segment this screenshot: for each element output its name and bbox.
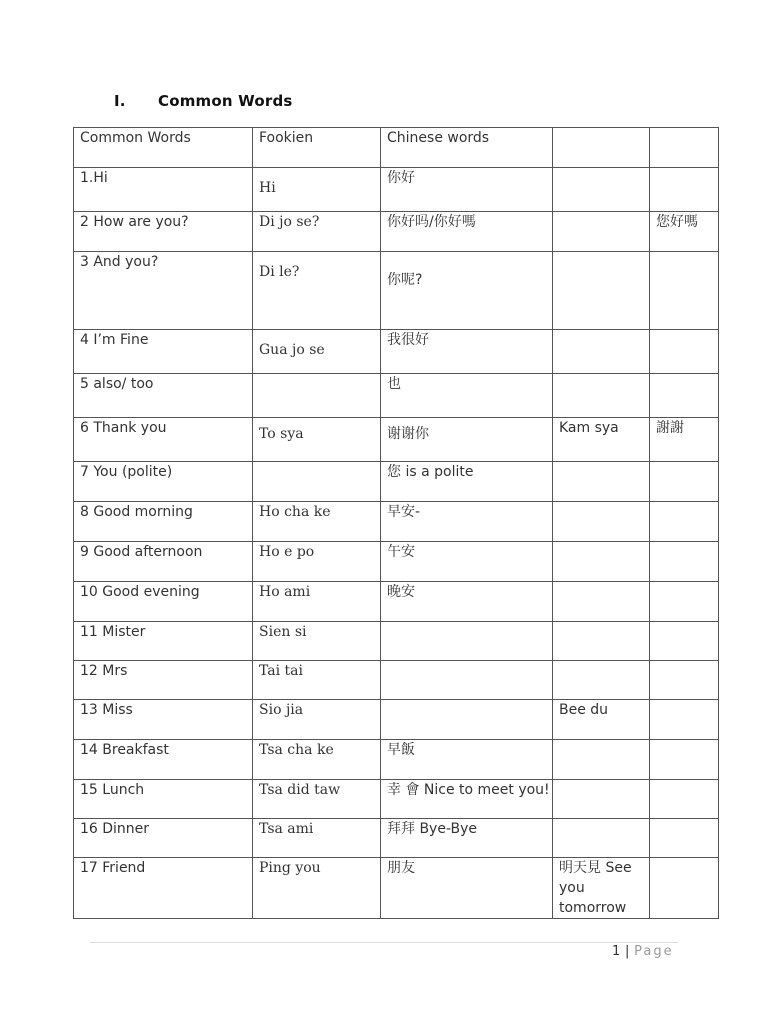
fookien-cell: Di jo se? — [253, 212, 381, 252]
english-cell: 10 Good evening — [74, 582, 253, 622]
extra-cell — [553, 740, 650, 780]
extra-cell-2 — [650, 858, 719, 919]
table-row — [74, 502, 719, 542]
english-cell: 13 Miss — [74, 700, 253, 740]
extra-cell — [553, 502, 650, 542]
chinese-cell: 幸 會 Nice to meet you! — [381, 780, 553, 819]
fookien-cell: Tsa ami — [253, 819, 381, 858]
fookien-cell: Ping you — [253, 858, 381, 919]
english-cell: 5 also/ too — [74, 374, 253, 418]
chinese-cell — [381, 622, 553, 661]
extra-cell-2 — [650, 582, 719, 622]
english-cell: 14 Breakfast — [74, 740, 253, 780]
extra-cell: 明天見 See you tomorrow — [553, 858, 650, 919]
extra-cell — [553, 374, 650, 418]
english-cell: 9 Good afternoon — [74, 542, 253, 582]
extra-cell — [553, 252, 650, 330]
page-footer — [612, 944, 674, 959]
extra-cell-2: 您好嗎 — [650, 212, 719, 252]
table-row — [74, 374, 719, 418]
extra-cell-2 — [650, 168, 719, 212]
chinese-cell: 你呢? — [381, 252, 553, 330]
extra-cell-2 — [650, 780, 719, 819]
chinese-cell: 午安 — [381, 542, 553, 582]
extra-cell — [553, 462, 650, 502]
extra-cell-2 — [650, 819, 719, 858]
table-row — [74, 582, 719, 622]
fookien-cell: Di le? — [253, 252, 381, 330]
section-number: I. — [114, 92, 126, 110]
extra-cell-2 — [650, 740, 719, 780]
english-cell: 7 You (polite) — [74, 462, 253, 502]
extra-cell-2 — [650, 502, 719, 542]
header-col5 — [650, 128, 719, 168]
table-row — [74, 622, 719, 661]
fookien-cell: Sien si — [253, 622, 381, 661]
chinese-cell: 朋友 — [381, 858, 553, 919]
footer-divider — [90, 942, 678, 943]
chinese-cell: 谢谢你 — [381, 418, 553, 462]
english-cell: 8 Good morning — [74, 502, 253, 542]
english-cell: 15 Lunch — [74, 780, 253, 819]
table-row — [74, 252, 719, 330]
extra-cell-2 — [650, 542, 719, 582]
header-common-words: Common Words — [74, 128, 253, 168]
page-label: Page — [634, 944, 674, 959]
english-cell: 3 And you? — [74, 252, 253, 330]
footer-separator: | — [625, 944, 630, 959]
extra-cell — [553, 819, 650, 858]
table-row — [74, 212, 719, 252]
chinese-cell: 我很好 — [381, 330, 553, 374]
english-cell: 17 Friend — [74, 858, 253, 919]
table-row — [74, 330, 719, 374]
extra-cell: Kam sya — [553, 418, 650, 462]
extra-cell: Bee du — [553, 700, 650, 740]
table-row — [74, 819, 719, 858]
chinese-cell: 拜拜 Bye-Bye — [381, 819, 553, 858]
table-row — [74, 542, 719, 582]
fookien-cell — [253, 462, 381, 502]
chinese-cell: 晚安 — [381, 582, 553, 622]
table-row — [74, 168, 719, 212]
english-cell: 2 How are you? — [74, 212, 253, 252]
english-cell: 12 Mrs — [74, 661, 253, 700]
chinese-cell — [381, 661, 553, 700]
extra-cell-2 — [650, 374, 719, 418]
chinese-cell: 也 — [381, 374, 553, 418]
extra-cell-2 — [650, 622, 719, 661]
header-chinese-words: Chinese words — [381, 128, 553, 168]
fookien-cell: Ho ami — [253, 582, 381, 622]
fookien-cell: Sio jia — [253, 700, 381, 740]
chinese-cell: 你好吗/你好嗎 — [381, 212, 553, 252]
table-row — [74, 700, 719, 740]
table-row — [74, 740, 719, 780]
fookien-cell: Hi — [253, 168, 381, 212]
table-header-row — [74, 128, 719, 168]
extra-cell — [553, 330, 650, 374]
table-row — [74, 780, 719, 819]
extra-cell-2 — [650, 252, 719, 330]
extra-cell — [553, 661, 650, 700]
chinese-cell: 早安- — [381, 502, 553, 542]
fookien-cell: Tai tai — [253, 661, 381, 700]
english-cell: 6 Thank you — [74, 418, 253, 462]
section-heading — [114, 92, 293, 110]
table-row — [74, 858, 719, 919]
chinese-cell: 你好 — [381, 168, 553, 212]
fookien-cell: To sya — [253, 418, 381, 462]
extra-cell-2: 謝謝 — [650, 418, 719, 462]
english-cell: 1.Hi — [74, 168, 253, 212]
fookien-cell — [253, 374, 381, 418]
extra-cell-2 — [650, 462, 719, 502]
extra-cell — [553, 622, 650, 661]
extra-cell — [553, 582, 650, 622]
extra-cell — [553, 168, 650, 212]
page-number: 1 — [612, 944, 621, 959]
chinese-cell: 早飯 — [381, 740, 553, 780]
fookien-cell: Ho e po — [253, 542, 381, 582]
section-title: Common Words — [158, 92, 293, 110]
extra-cell-2 — [650, 700, 719, 740]
extra-cell — [553, 780, 650, 819]
extra-cell-2 — [650, 330, 719, 374]
english-cell: 4 I’m Fine — [74, 330, 253, 374]
table-row — [74, 462, 719, 502]
extra-cell — [553, 212, 650, 252]
fookien-cell: Gua jo se — [253, 330, 381, 374]
fookien-cell: Tsa cha ke — [253, 740, 381, 780]
fookien-cell: Tsa did taw — [253, 780, 381, 819]
vocabulary-table — [73, 127, 719, 919]
header-col4 — [553, 128, 650, 168]
extra-cell — [553, 542, 650, 582]
header-fookien: Fookien — [253, 128, 381, 168]
table-row — [74, 418, 719, 462]
extra-cell-2 — [650, 661, 719, 700]
english-cell: 11 Mister — [74, 622, 253, 661]
table-row — [74, 661, 719, 700]
chinese-cell: 您 is a polite — [381, 462, 553, 502]
fookien-cell: Ho cha ke — [253, 502, 381, 542]
chinese-cell — [381, 700, 553, 740]
english-cell: 16 Dinner — [74, 819, 253, 858]
